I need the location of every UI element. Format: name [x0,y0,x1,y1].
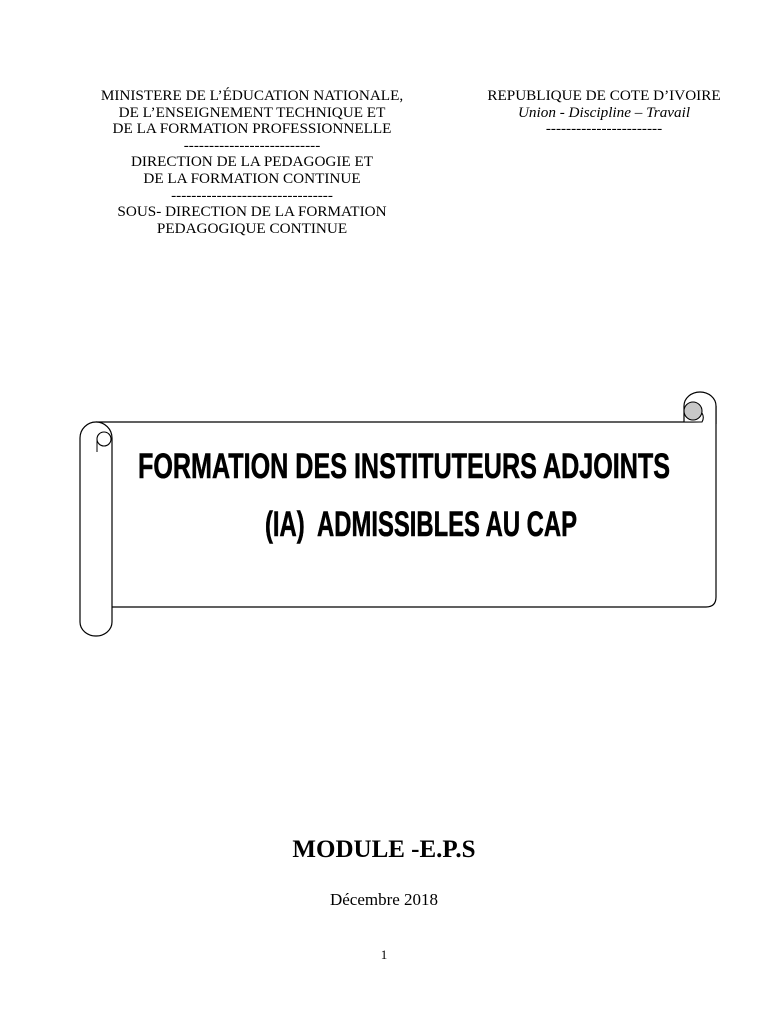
module-title: MODULE -E.P.S [292,836,476,863]
banner-title-line-2: (IA) ADMISSIBLES AU CAP [265,505,577,544]
separator-dashes: ----------------------- [545,120,663,138]
ministry-header [92,88,412,237]
sub-direction-line: SOUS- DIRECTION DE LA FORMATION [117,203,387,221]
sub-direction-line: PEDAGOGIQUE CONTINUE [156,219,348,237]
national-motto: Union - Discipline – Travail [517,103,691,121]
scroll-banner [70,385,730,645]
ministry-line: DE L’ENSEIGNEMENT TECHNIQUE ET [118,103,386,121]
page-number: 1 [380,947,388,962]
separator-dashes: -------------------------------- [171,186,333,204]
banner-title-line-1: FORMATION DES INSTITUTEURS ADJOINTS [138,447,670,486]
publication-date: Décembre 2018 [329,890,439,909]
left-scroll-curl [80,422,112,636]
ministry-line: MINISTERE DE L’ÉDUCATION NATIONALE, [100,87,404,104]
country-name: REPUBLIQUE DE COTE D’IVOIRE [487,87,721,104]
right-scroll-curl [684,392,716,424]
ministry-line: DE LA FORMATION PROFESSIONNELLE [112,120,392,138]
direction-line: DIRECTION DE LA PEDAGOGIE ET [130,153,374,171]
separator-dashes: --------------------------- [183,136,321,154]
direction-line: DE LA FORMATION CONTINUE [143,169,361,187]
republic-header [474,88,734,138]
